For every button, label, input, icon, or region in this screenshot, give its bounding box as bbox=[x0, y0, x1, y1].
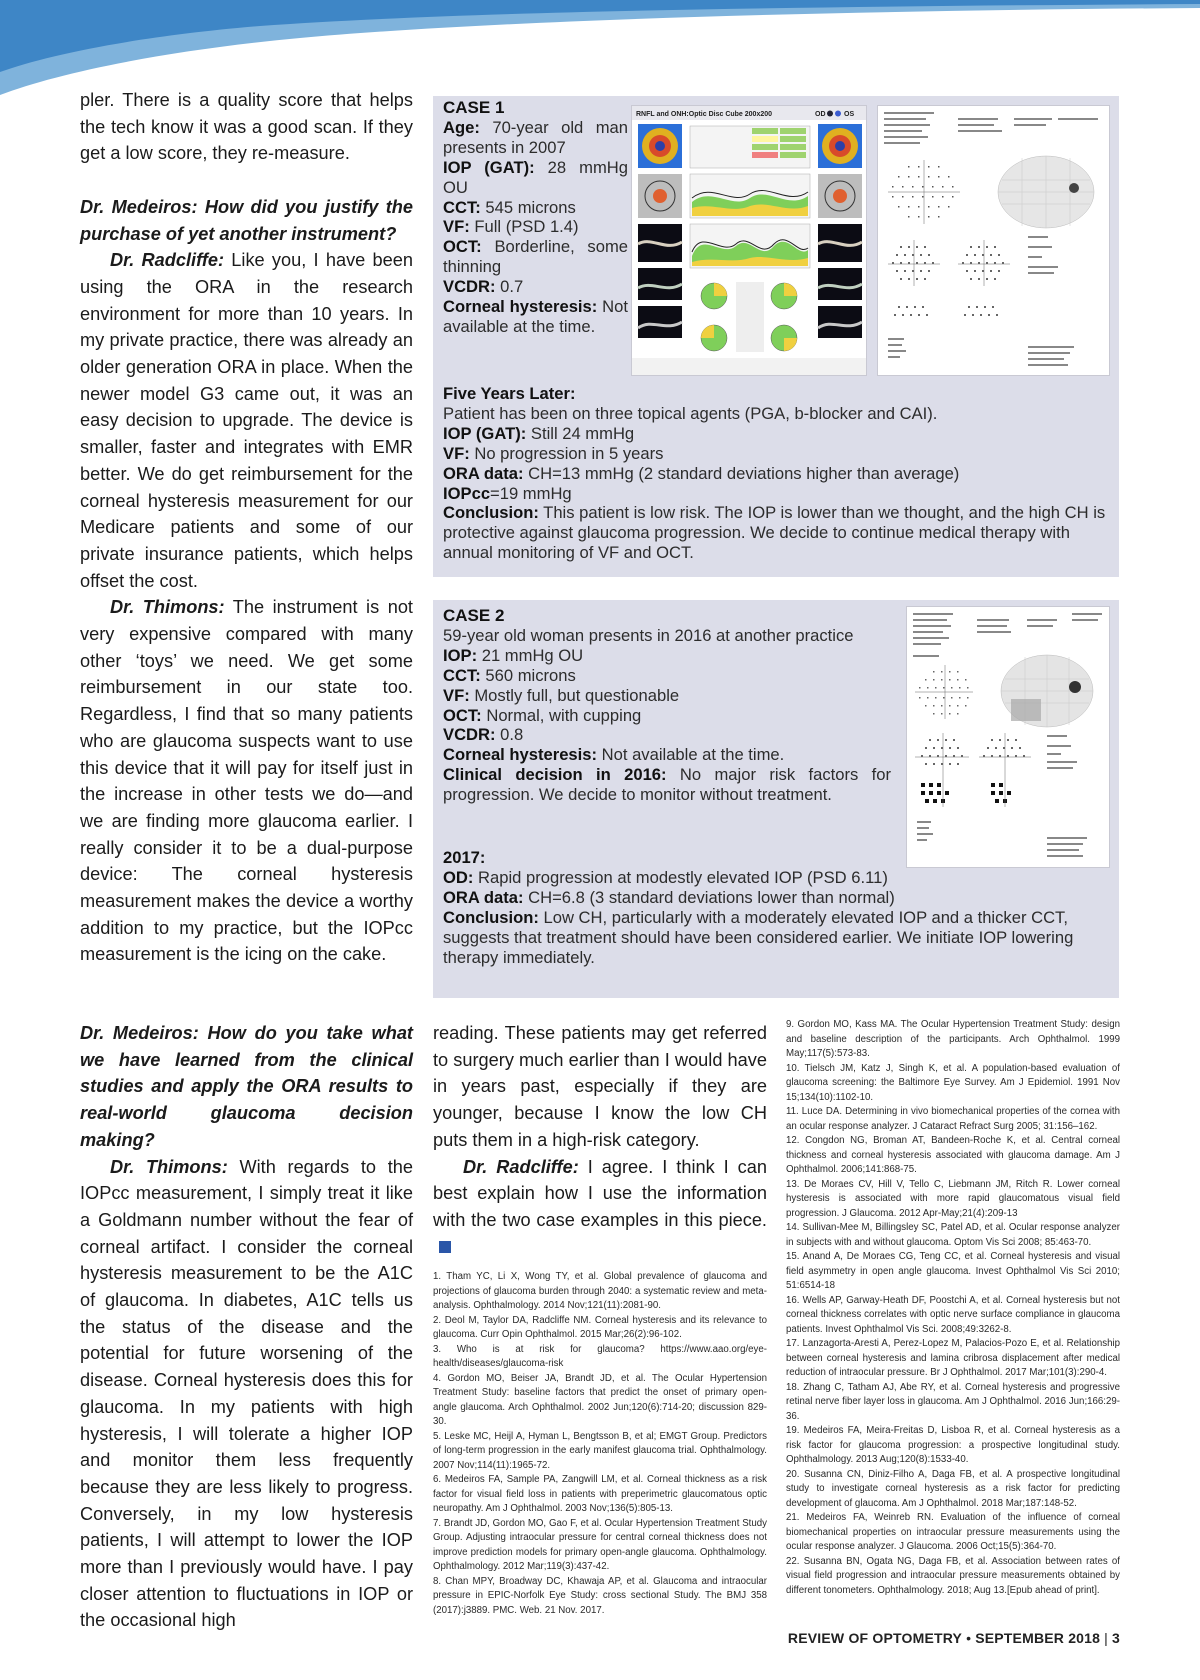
case-1-details bbox=[443, 98, 628, 337]
question-real-world: Dr. Medeiros: How do you take what we have learned from the clinical studies and apply the ORA results to real-world glaucoma decision making? bbox=[80, 1023, 413, 1150]
case-2-vcdr: VCDR: 0.8 bbox=[443, 725, 524, 745]
case-1-title: CASE 1 bbox=[443, 98, 505, 117]
case-1-iop: IOP (GAT): 28 mmHg OU bbox=[443, 157, 628, 197]
reference-item: 1. Tham YC, Li X, Wong TY, et al. Global prevalence of glaucoma and projections of glaucoma burden through 2040: a systematic review and meta-analysis. Ophthalmology. 2014 Nov;121(11):2081-90. bbox=[433, 1271, 767, 1311]
case-2-box bbox=[433, 600, 1119, 998]
case-2-2017-title: 2017: bbox=[443, 848, 486, 867]
five-years-later-title: Five Years Later: bbox=[443, 384, 576, 403]
case-1-vcdr: VCDR: 0.7 bbox=[443, 277, 524, 297]
case-1-treatment: Patient has been on three topical agents (PGA, b-blocker and CAI). bbox=[443, 403, 938, 423]
case-2-vf: VF: Mostly full, but questionable bbox=[443, 685, 680, 705]
end-mark-icon bbox=[439, 1241, 451, 1253]
case-2-title: CASE 2 bbox=[443, 606, 505, 625]
case-1-oct: OCT: Borderline, some thinning bbox=[443, 237, 628, 277]
reference-item: 9. Gordon MO, Kass MA. The Ocular Hypertension Treatment Study: design and baseline description of the participants. Arch Ophthalmol. 1999 May;117(5):573-83. bbox=[786, 1019, 1120, 1059]
intro-paragraph: pler. There is a quality score that helps the tech know it was a good scan. If they get a low score, they re-measure. bbox=[80, 90, 413, 164]
reference-item: 15. Anand A, De Moraes CG, Teng CC, et al. Corneal hysteresis and visual field asymmetry in open angle glaucoma. Invest Ophthalmol Vis Sci 2010; 51:6514-18 bbox=[786, 1251, 1120, 1291]
radcliffe-answer: Dr. Radcliffe: Like you, I have been using the ORA in the research environment for more than 10 years. In my private practice, there was already an older generation ORA in place. When the newer model G3 came out, it was an easy decision to upgrade. The device is smaller, faster and integrates with EMR better. We do get reimbursement for the corneal hysteresis measurement for our Medicare patients and some of our private insurance patients, which helps offset the cost. bbox=[80, 250, 413, 591]
page-footer: REVIEW OF OPTOMETRY • SEPTEMBER 2018 | 3 bbox=[787, 1630, 1120, 1646]
speaker-radcliffe: Dr. Radcliffe: bbox=[463, 1156, 579, 1177]
question-justify-purchase: Dr. Medeiros: How did you justify the purchase of yet another instrument? bbox=[80, 196, 413, 244]
speaker-thimons: Dr. Thimons: bbox=[110, 597, 225, 618]
case-1-ora-data: ORA data: CH=13 mmHg (2 standard deviations higher than average) bbox=[443, 463, 960, 483]
reference-item: 20. Susanna CN, Diniz-Filho A, Daga FB, et al. A prospective longitudinal study to investigate corneal hysteresis as a risk factor for predicting development of glaucoma. Am J Ophthalmol. 2018 Mar;187:148-52. bbox=[786, 1468, 1120, 1509]
case-1-cct: CCT: 545 microns bbox=[443, 197, 576, 217]
case-1-visual-field-report bbox=[877, 105, 1110, 376]
case-2-oct: OCT: Normal, with cupping bbox=[443, 705, 642, 725]
case-1-oct-report bbox=[631, 105, 867, 376]
case-2-decision: Clinical decision in 2016: No major risk factors for progression. We decide to monitor without treatment. bbox=[443, 765, 891, 805]
reference-item: 10. Tielsch JM, Katz J, Singh K, et al. A population-based evaluation of glaucoma screening: the Baltimore Eye Survey. Am J Epidemiol. 1991 Nov 15;134(10):1102-10. bbox=[786, 1062, 1120, 1103]
svg-text:OS: OS bbox=[844, 111, 855, 118]
reference-item: 12. Congdon NG, Broman AT, Bandeen-Roche K, et al. Central corneal thickness and corneal hysteresis associated with glaucoma damage. Am J Ophthalmol. 2006;141:868-75. bbox=[786, 1135, 1120, 1175]
case-1-conclusion: Conclusion: This patient is low risk. The IOP is lower than we thought, and the high CH is protective against glaucoma progression. We decide to continue medical therapy with annual monitoring of VF and OCT. bbox=[443, 503, 1106, 563]
reference-item: 18. Zhang C, Tatham AJ, Abe RY, et al. Corneal hysteresis and progressive retinal nerve fiber layer loss in glaucoma. Am J Ophthalmol. 2016 Jun;166:29-36. bbox=[786, 1381, 1120, 1422]
case-1-hysteresis: Corneal hysteresis: Not available at the time. bbox=[443, 297, 628, 336]
case-1-vf: VF: Full (PSD 1.4) bbox=[443, 217, 579, 237]
reference-item: 13. De Moraes CV, Hill V, Tello C, Liebmann JM, Ritch R. Lower corneal hysteresis is associated with more rapid glaucomatous visual field progression. J Glaucoma. 2012 Apr-May;21(4):209-13 bbox=[786, 1178, 1120, 1219]
case-2-od: OD: Rapid progression at modestly elevated IOP (PSD 6.11) bbox=[443, 867, 888, 887]
case-2-iop: IOP: 21 mmHg OU bbox=[443, 645, 584, 665]
reference-item: 3. Who is at risk for glaucoma? https://www.aao.org/eye-health/diseases/glaucoma-risk bbox=[433, 1343, 767, 1369]
reference-item: 7. Brandt JD, Gordon MO, Gao F, et al. Ocular Hypertension Treatment Study Group. Adjusting intraocular pressure for central corneal thickness does not improve prediction models for primary open-angle glaucoma. Ophthalmology. Ophthalmology. 2012 Mar;119(3):437-42. bbox=[433, 1517, 767, 1572]
reference-item: 2. Deol M, Taylor DA, Radcliffe NM. Corneal hysteresis and its relevance to glaucoma. Curr Opin Ophthalmol. 2015 Mar;26(2):96-102. bbox=[433, 1314, 767, 1340]
column-top-left bbox=[80, 87, 413, 968]
radcliffe-closing: Dr. Radcliffe: I agree. I think I can best explain how I use the information with the two case examples in this piece. bbox=[433, 1154, 767, 1261]
case-1-age: Age: 70-year old man presents in 2007 bbox=[443, 117, 628, 157]
case-1-followup-iop: IOP (GAT): Still 24 mmHg bbox=[443, 423, 635, 443]
case-2-visual-field-report bbox=[906, 606, 1110, 868]
oct-report-title: RNFL and ONH:Optic Disc Cube 200x200 bbox=[636, 111, 773, 118]
page-number: 3 bbox=[1112, 1630, 1120, 1646]
case-1-iopcc: IOPcc=19 mmHg bbox=[443, 483, 572, 503]
reference-item: 6. Medeiros FA, Sample PA, Zangwill LM, et al. Corneal thickness as a risk factor for visual field loss in patients with preperimetric glaucomatous optic neuropathy. Am J Ophthalmol. 2003 Nov;136(5):805-13. bbox=[433, 1474, 767, 1514]
speaker-thimons: Dr. Thimons: bbox=[110, 1156, 228, 1177]
case-1-followup bbox=[443, 384, 1109, 563]
case-2-ora-data: ORA data: CH=6.8 (3 standard deviations lower than normal) bbox=[443, 887, 895, 907]
continuation-paragraph: reading. These patients may get referred to surgery much earlier than I would have in years past, especially if they are younger, because I know the low CH puts them in a high-risk category. bbox=[433, 1023, 767, 1150]
reference-item: 17. Lanzagorta-Aresti A, Perez-Lopez M, Palacios-Pozo E, et al. Relationship between corneal hysteresis and lamina cribrosa displacement after medical reduction of intraocular pressure. Br J Ophthalmol. 2017 Mar;101(3):290-4. bbox=[786, 1338, 1120, 1378]
thimons-answer: Dr. Thimons: The instrument is not very expensive compared with many other ‘toys’ we need. We get some reimbursement in our state too. Regardless, I find that so many patients who are glaucoma suspects want to use this device that it will pay for itself just in the increase in other tests we do—and we are finding more glaucoma earlier. I really consider it to be a dual-purpose device: The corneal hysteresis measurement makes the device a worthy addition to my practice, but the IOPcc measurement is the icing on the cake. bbox=[80, 597, 413, 965]
case-2-followup bbox=[443, 848, 1109, 967]
reference-item: 16. Wells AP, Garway-Heath DF, Poostchi A, et al. Corneal hysteresis but not corneal thickness correlates with optic nerve surface compliance in glaucoma patients. Invest Ophthalmol Vis Sci. 2008;49:3262-8. bbox=[786, 1294, 1120, 1335]
reference-item: 19. Medeiros FA, Meira-Freitas D, Lisboa R, et al. Corneal hysteresis as a risk factor for glaucoma progression: a prospective longitudinal study. Ophthalmology. 2013 Aug;120(8):1533-40. bbox=[786, 1425, 1120, 1465]
case-1-followup-vf: VF: No progression in 5 years bbox=[443, 443, 664, 463]
case-2-cct: CCT: 560 microns bbox=[443, 665, 576, 685]
reference-item: 22. Susanna BN, Ogata NG, Daga FB, et al. Association between rates of visual field progression and intraocular pressure measurements obtained by different tonometers. Ophthalmology. 2018; Aug 13.[Epub ahead of print]. bbox=[786, 1555, 1120, 1596]
case-2-details bbox=[443, 606, 891, 805]
case-2-conclusion: Conclusion: Low CH, particularly with a moderately elevated IOP and a thicker CCT, suggests that treatment should have been considered earlier. We initiate IOP lowering therapy immediately. bbox=[443, 907, 1074, 967]
column-bottom-left bbox=[80, 1020, 413, 1634]
reference-item: 5. Leske MC, Heijl A, Hyman L, Bengtsson B, et al; EMGT Group. Predictors of long-term progression in the early manifest glaucoma trial. Ophthalmology. 2007 Nov;114(11):1965-72. bbox=[433, 1430, 767, 1471]
thimons-a1c-answer: Dr. Thimons: With regards to the IOPcc measurement, I simply treat it like a Goldmann number without the fear of corneal artifact. I consider the corneal hysteresis measurement to be the A1C of glaucoma. In diabetes, A1C tells us the status of the disease and the potential for future worsening of the disease. Corneal hysteresis does this for glaucoma. In my patients with high hysteresis, I will tolerate a higher IOP and monitor them less frequently because they are less likely to progress. Conversely, in my low hysteresis patients, I will attempt to lower the IOP more than I previously would have. I pay closer attention to fluctuations in IOP or the occasional high bbox=[80, 1156, 413, 1631]
speaker-radcliffe: Dr. Radcliffe: bbox=[110, 250, 225, 271]
reference-item: 8. Chan MPY, Broadway DC, Khawaja AP, et al. Glaucoma and intraocular pressure in EPIC-Norfolk Eye Study: cross sectional Study. The BMJ 358 (2017):j3889. PMC. Web. 21 Nov. 2017. bbox=[433, 1575, 767, 1616]
reference-item: 11. Luce DA. Determining in vivo biomechanical properties of the cornea with an ocular response analyzer. J Cataract Refract Surg 2005; 31:156–162. bbox=[786, 1106, 1120, 1132]
case-2-intro: 59-year old woman presents in 2016 at another practice bbox=[443, 625, 854, 645]
reference-item: 4. Gordon MO, Beiser JA, Brandt JD, et al. The Ocular Hypertension Treatment Study: baseline factors that predict the onset of primary open-angle glaucoma. Arch Ophthalmol. 2002 Jun;120(6):714-20; discussion 829-30. bbox=[433, 1372, 767, 1427]
svg-text:OD: OD bbox=[815, 111, 826, 118]
column-bottom-middle bbox=[433, 1020, 767, 1260]
header-wave bbox=[0, 0, 1200, 95]
journal-name: REVIEW OF OPTOMETRY bbox=[787, 1630, 963, 1646]
references-list-1 bbox=[433, 1270, 767, 1618]
case-1-box bbox=[433, 96, 1119, 577]
case-2-hysteresis: Corneal hysteresis: Not available at the time. bbox=[443, 745, 785, 765]
reference-item: 14. Sullivan-Mee M, Billingsley SC, Patel AD, et al. Ocular response analyzer in subjects with and without glaucoma. Optom Vis Sci 2008; 85:463-70. bbox=[786, 1222, 1120, 1248]
reference-item: 21. Medeiros FA, Weinreb RN. Evaluation of the influence of corneal biomechanical properties on intraocular pressure measurements using the ocular response analyzer. J Glaucoma. 2006 Oct;15(5):364-70. bbox=[786, 1512, 1120, 1552]
references-list-2 bbox=[786, 1018, 1120, 1598]
issue-date: SEPTEMBER 2018 bbox=[975, 1630, 1101, 1646]
